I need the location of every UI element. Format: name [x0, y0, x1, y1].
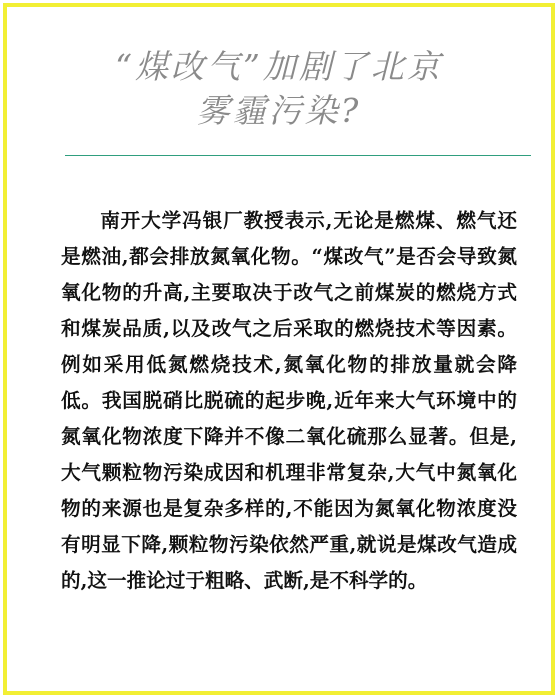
article-title: [7, 45, 551, 133]
article-title-line-2: 雾霾污染?: [196, 91, 362, 130]
article-title-line-1: “煤改气”加剧了北京: [115, 47, 443, 86]
title-divider: [65, 155, 531, 156]
article-body: 南开大学冯银厂教授表示,无论是燃煤、燃气还是燃油,都会排放氮氧化物。“煤改气”是否会导致氮氧化物的升高,主要取决于改气之前煤炭的燃烧方式和煤炭品质,以及改气之后采取的燃烧技术等因素。例如采用低氮燃烧技术,氮氧化物的排放量就会降低。我国脱硝比脱硫的起步晚,近年来大气环境中的氮氧化物浓度下降并不像二氧化硫那么显著。但是,大气颗粒物污染成因和机理非常复杂,大气中氮氧化物的来源也是复杂多样的,不能因为氮氧化物浓度没有明显下降,颗粒物污染依然严重,就说是煤改气造成的,这一推论过于粗略、武断,是不科学的。: [61, 209, 517, 592]
article-frame: [3, 3, 555, 695]
